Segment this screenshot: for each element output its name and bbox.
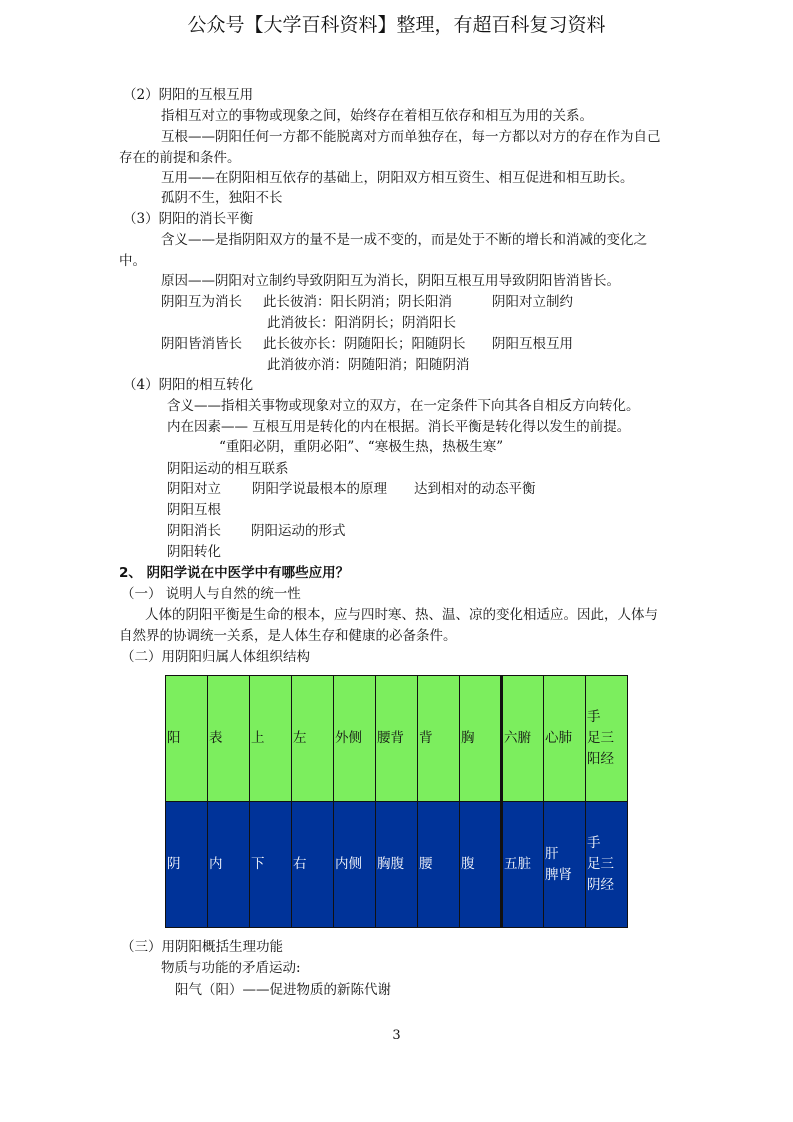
table-cell: 外侧: [334, 676, 376, 802]
text: 阴阳运动的形式: [251, 523, 346, 539]
quote: “重阳必阴，重阴必阳”、“寒极生热，热极生寒”: [219, 439, 504, 455]
table-cell: 阴: [166, 802, 208, 928]
table-row-yin: [166, 802, 628, 928]
table-cell: 左: [292, 676, 334, 802]
paragraph: 原因——阴阳对立制约导致阴阳互为消长，阴阳互根互用导致阴阳皆消皆长。: [161, 273, 620, 289]
paragraph: 指相互对立的事物或现象之间，始终存在着相互依存和相互为用的关系。: [161, 108, 593, 124]
table-cell: 背: [418, 676, 460, 802]
text: 此消彼长：阳消阴长；阴消阳长: [267, 315, 456, 331]
paragraph: 人体的阴阳平衡是生命的根本，应与四时寒、热、温、凉的变化相适应。因此，人体与: [145, 607, 658, 623]
text: 物质与功能的矛盾运动:: [161, 960, 301, 976]
text: 阴阳消长: [167, 523, 221, 539]
paragraph: 孤阴不生，独阳不长: [161, 190, 283, 206]
section-heading: （二）用阴阳归属人体组织结构: [121, 649, 310, 665]
text: 阴阳运动的相互联系: [167, 461, 289, 477]
text: 阴阳互根互用: [492, 336, 573, 352]
text: 阴阳互为消长: [161, 294, 242, 310]
text: 阴阳学说最根本的原理: [252, 481, 387, 497]
table-cell: 右: [292, 802, 334, 928]
text: 阴阳对立: [167, 481, 221, 497]
text: 达到相对的动态平衡: [414, 481, 536, 497]
paragraph: 存在的前提和条件。: [119, 150, 241, 166]
table-cell: 腰: [418, 802, 460, 928]
text: 阴阳转化: [167, 544, 221, 560]
text: 此长彼消：阳长阴消；阴长阳消: [263, 294, 452, 310]
table-cell: 下: [250, 802, 292, 928]
table-cell: 六腑: [502, 676, 544, 802]
yin-yang-structure-table: [165, 675, 628, 928]
section-heading: （三）用阴阳概括生理功能: [121, 939, 283, 955]
table-cell: 阳: [166, 676, 208, 802]
text: 阳气（阳）——促进物质的新陈代谢: [175, 982, 391, 998]
text: 此长彼亦长：阴随阳长；阳随阴长: [263, 336, 466, 352]
question-heading: 2、 阴阳学说在中医学中有哪些应用？: [119, 565, 350, 581]
table-cell: 手 足三 阳经: [586, 676, 628, 802]
text: 阴阳互根: [167, 502, 221, 518]
table-cell: 腰背: [376, 676, 418, 802]
table-cell: 五脏: [502, 802, 544, 928]
text: 阴阳皆消皆长: [161, 336, 242, 352]
paragraph: 互根——阴阳任何一方都不能脱离对方而单独存在，每一方都以对方的存在作为自己: [161, 129, 661, 145]
paragraph: 互用——在阴阳相互依存的基础上，阴阳双方相互资生、相互促进和相互助长。: [161, 170, 634, 186]
table-cell: 胸: [460, 676, 502, 802]
table-cell: 腹: [460, 802, 502, 928]
section-heading: （一） 说明人与自然的统一性: [121, 586, 301, 602]
section-heading: （4）阴阳的相互转化: [123, 377, 254, 393]
table-cell: 心肺: [544, 676, 586, 802]
table-cell: 内侧: [334, 802, 376, 928]
page-number: 3: [392, 1028, 401, 1043]
paragraph: 含义——指相关事物或现象对立的双方，在一定条件下向其各自相反方向转化。: [167, 398, 640, 414]
text: 此消彼亦消：阴随阳消；阳随阴消: [267, 357, 470, 373]
section-heading: （2）阴阳的互根互用: [123, 87, 254, 103]
page-header: 公众号【大学百科资料】整理，有超百科复习资料: [187, 14, 606, 36]
table-cell: 胸腹: [376, 802, 418, 928]
table-row-yang: [166, 676, 628, 802]
table-cell: 肝 脾肾: [544, 802, 586, 928]
table-cell: 表: [208, 676, 250, 802]
table-cell: 手 足三 阴经: [586, 802, 628, 928]
paragraph: 自然界的协调统一关系，是人体生存和健康的必备条件。: [119, 628, 457, 644]
table-cell: 上: [250, 676, 292, 802]
paragraph: 含义——是指阴阳双方的量不是一成不变的，而是处于不断的增长和消减的变化之: [161, 232, 647, 248]
text: 阴阳对立制约: [492, 294, 573, 310]
paragraph: 中。: [119, 253, 146, 269]
section-heading: （3）阴阳的消长平衡: [123, 211, 254, 227]
table-cell: 内: [208, 802, 250, 928]
paragraph: 内在因素—— 互根互用是转化的内在根据。消长平衡是转化得以发生的前提。: [167, 419, 631, 435]
